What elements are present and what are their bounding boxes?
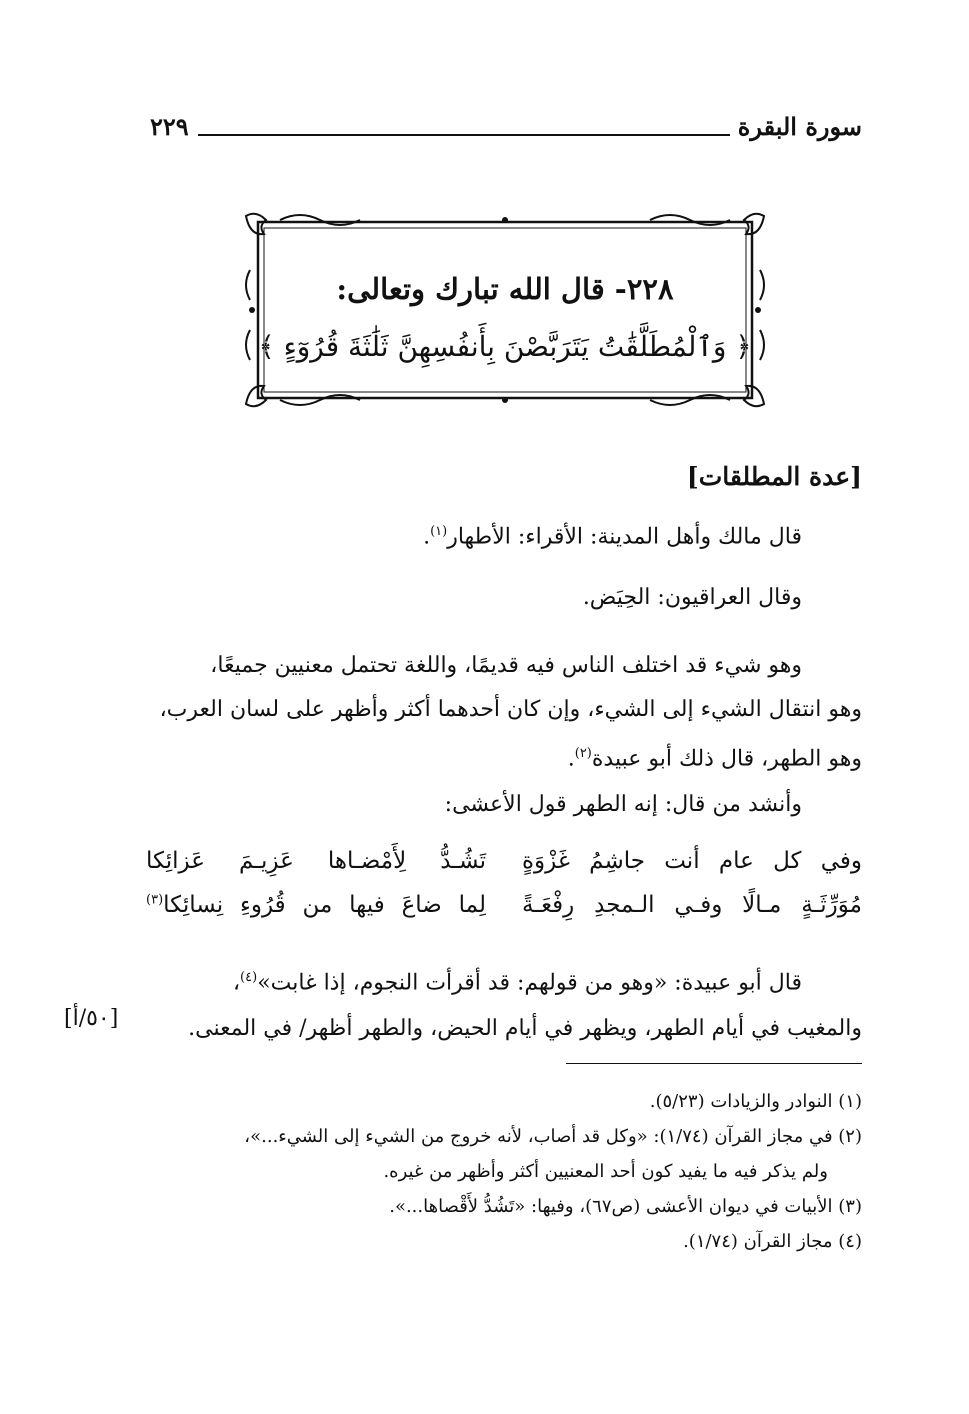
- verse-title: ٢٢٨- قال الله تبارك وتعالى:: [336, 272, 674, 306]
- paragraph-5-line-1-text: قال أبو عبيدة: «وهو من قولهم: قد أقرأت النجوم، إذا غابت»: [257, 970, 802, 996]
- poem-verse-2: [146, 892, 862, 936]
- paragraph-3: [146, 644, 862, 781]
- paragraph-5-line-1: [146, 955, 862, 1006]
- footnote-2-line-2: ولم يذكر فيه ما يفيد كون أحد المعنيين أكثر وأظهر من غيره.: [383, 1161, 828, 1182]
- footnote-ref-1[interactable]: (١): [430, 524, 448, 539]
- paragraph-5-line-2: والمغيب في أيام الطهر، ويظهر في أيام الحيض، والطهر أظهر/ في المعنى.: [188, 1016, 862, 1042]
- ornamental-border-icon: [240, 210, 770, 410]
- poem-verse-2-first-half: مُوَرِّثَـةٍ مـالًا وفـي الـمجدِ رِفْعَـةً: [522, 892, 862, 918]
- surah-title: سورة البقرة: [737, 112, 862, 141]
- header-rule: [198, 134, 730, 136]
- poem-verse-1-second-half: تَشُـدُّ لِأَمْضـاها عَزِيـمَ عَزائِكا: [146, 848, 486, 874]
- poem-verse-2-second-half-text: لِما ضاعَ فيها من قُرُوءِ نِسائِكا: [163, 892, 486, 918]
- poem-verse-1-first-half: وفي كل عام أنت جاشِمُ غَزْوَةٍ: [522, 848, 862, 874]
- paragraph-1: [146, 524, 862, 549]
- paragraph-3-end: .: [567, 746, 575, 772]
- footnote-divider: [566, 1063, 862, 1064]
- footnote-4: (٤) مجاز القرآن (١/٧٤).: [683, 1231, 862, 1252]
- verse-frame: [240, 210, 770, 410]
- footnote-2-line-1: (٢) في مجاز القرآن (١/٧٤): «وكل قد أصاب، لأنه خروج من الشيء إلى الشيء...»،: [244, 1126, 862, 1147]
- page-header: [150, 112, 862, 152]
- section-title: [عدة المطلقات]: [686, 462, 862, 491]
- paragraph-1-text: قال مالك وأهل المدينة: الأقراء: الأطهار: [447, 524, 802, 550]
- paragraph-4: وأنشد من قال: إنه الطهر قول الأعشى:: [444, 792, 802, 817]
- footnote-ref-2[interactable]: (٢): [574, 746, 592, 761]
- footnotes: [132, 1084, 862, 1259]
- page-number: ٢٢٩: [150, 112, 189, 141]
- paragraph-5: [146, 955, 862, 1052]
- poem-verse-1: [146, 848, 862, 892]
- footnote-1: (١) النوادر والزيادات (٥/٢٣).: [649, 1091, 862, 1112]
- footnote-ref-4[interactable]: (٤): [240, 970, 258, 985]
- paragraph-5-line-1-end: ،: [232, 970, 241, 996]
- margin-manuscript-ref: [٥٠/أ]: [64, 1006, 119, 1031]
- footnote-ref-3[interactable]: (٣): [146, 892, 164, 908]
- paragraph-1-end: .: [423, 524, 431, 550]
- verse-text: ﴿ وَٱلْمُطَلَّقَٰتُ يَتَرَبَّصْنَ بِأَنفُسِهِنَّ ثَلَٰثَةَ قُرُوٓءٍ ﴾: [258, 330, 752, 363]
- paragraph-3-line-1: وهو شيء قد اختلف الناس فيه قديمًا، واللغة تحتمل معنيين جميعًا،: [210, 653, 802, 678]
- paragraph-3-line-3: [146, 732, 862, 781]
- paragraph-3-line-3-text: وهو الطهر، قال ذلك أبو عبيدة: [591, 746, 862, 772]
- footnote-3: (٣) الأبيات في ديوان الأعشى (ص٦٧)، وفيها: «تَشُدُّ لأَقْصاها...».: [389, 1196, 862, 1217]
- paragraph-3-line-2: وهو انتقال الشيء إلى الشيء، وإن كان أحدهما أكثر وأظهر على لسان العرب،: [159, 697, 862, 722]
- paragraph-2: وقال العراقيون: الحِيَض.: [582, 585, 802, 610]
- poem: [146, 848, 862, 936]
- poem-verse-2-second-half: [146, 892, 486, 918]
